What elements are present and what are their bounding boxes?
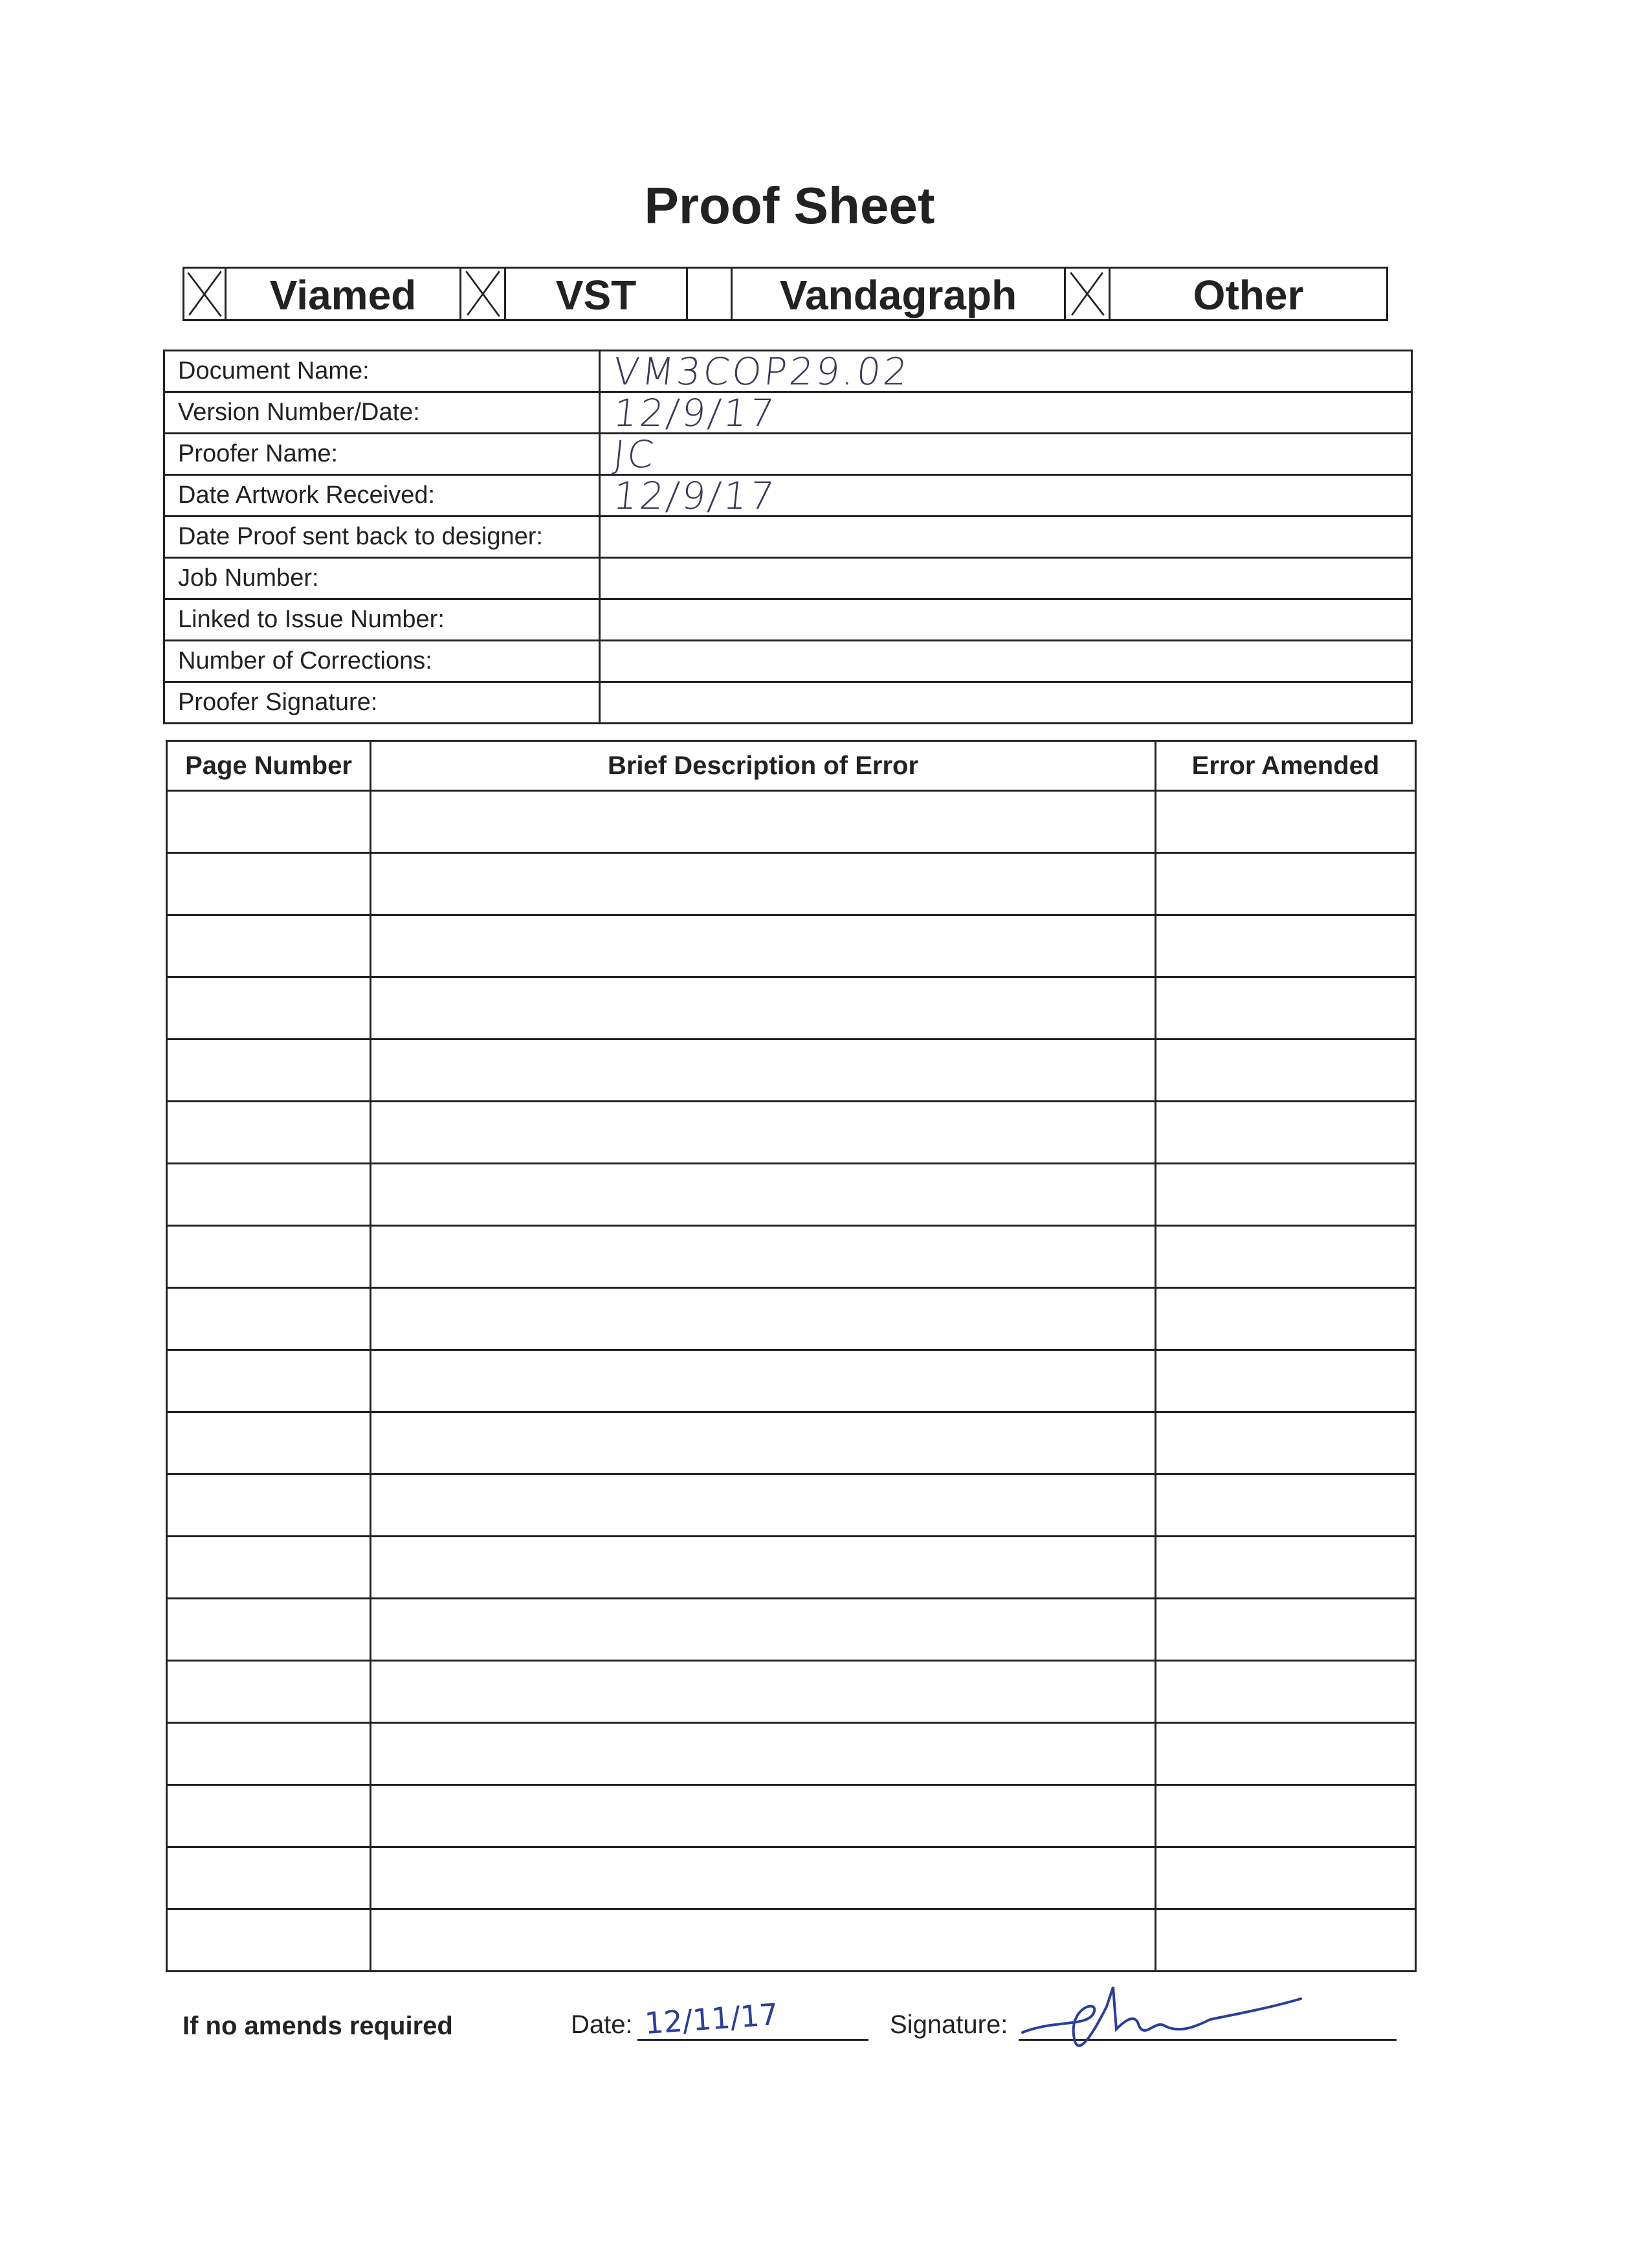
info-row	[164, 392, 1412, 434]
error-table-body	[167, 791, 1416, 1972]
handwritten-value: 12/9/17	[611, 390, 779, 435]
checkbox-vandagraph[interactable]	[686, 267, 733, 321]
error-row	[167, 791, 1416, 853]
company-label-vandagraph: Vandagraph	[779, 272, 1017, 318]
info-row	[164, 599, 1412, 641]
error-amended-cell[interactable]	[1156, 977, 1416, 1040]
info-label: Date Artwork Received:	[164, 475, 600, 517]
error-row	[167, 1412, 1416, 1474]
error-amended-header: Error Amended	[1156, 741, 1416, 791]
error-description-cell[interactable]	[371, 1599, 1156, 1661]
info-row	[164, 475, 1412, 517]
issue-number-field[interactable]	[600, 599, 1412, 641]
page-number-cell[interactable]	[167, 915, 371, 977]
check-x-icon	[461, 269, 504, 319]
page-number-cell[interactable]	[167, 1847, 371, 1909]
error-description-cell[interactable]	[371, 1412, 1156, 1474]
info-row	[164, 558, 1412, 599]
page-number-cell[interactable]	[167, 1350, 371, 1412]
error-description-cell[interactable]	[371, 915, 1156, 977]
error-amended-cell[interactable]	[1156, 1474, 1416, 1537]
proofer-name-field[interactable]	[600, 434, 1412, 475]
error-row	[167, 853, 1416, 915]
error-amended-cell[interactable]	[1156, 1288, 1416, 1350]
error-row	[167, 1537, 1416, 1599]
info-label: Job Number:	[164, 558, 600, 599]
check-x-icon	[1066, 269, 1109, 319]
job-number-field[interactable]	[600, 558, 1412, 599]
error-description-cell[interactable]	[371, 1661, 1156, 1723]
error-row	[167, 977, 1416, 1040]
error-description-cell[interactable]	[371, 791, 1156, 853]
error-description-cell[interactable]	[371, 853, 1156, 915]
error-description-cell[interactable]	[371, 977, 1156, 1040]
proof-sent-back-field[interactable]	[600, 517, 1412, 558]
error-row	[167, 1288, 1416, 1350]
error-amended-cell[interactable]	[1156, 1537, 1416, 1599]
error-description-cell[interactable]	[371, 1785, 1156, 1847]
signature-scribble	[1016, 1968, 1314, 2052]
page-number-cell[interactable]	[167, 1661, 371, 1723]
error-row	[167, 915, 1416, 977]
handwritten-value: VM3COP29.02	[611, 349, 912, 394]
page-number-cell[interactable]	[167, 1909, 371, 1972]
error-description-cell[interactable]	[371, 1164, 1156, 1226]
error-amended-cell[interactable]	[1156, 1040, 1416, 1102]
info-label: Number of Corrections:	[164, 641, 600, 682]
info-label: Version Number/Date:	[164, 392, 600, 434]
error-amended-cell[interactable]	[1156, 1723, 1416, 1785]
checkbox-viamed[interactable]	[182, 267, 227, 321]
error-row	[167, 1909, 1416, 1972]
error-amended-cell[interactable]	[1156, 1412, 1416, 1474]
error-amended-cell[interactable]	[1156, 1909, 1416, 1972]
artwork-received-field[interactable]	[600, 475, 1412, 517]
error-description-cell[interactable]	[371, 1537, 1156, 1599]
info-row	[164, 641, 1412, 682]
handwritten-value: JC	[611, 432, 659, 476]
error-amended-cell[interactable]	[1156, 1599, 1416, 1661]
company-label-vst: VST	[555, 272, 637, 318]
signature-label: Signature:	[890, 2010, 1008, 2039]
error-table	[166, 740, 1417, 1972]
page-number-cell[interactable]	[167, 1040, 371, 1102]
page-number-cell[interactable]	[167, 1723, 371, 1785]
info-row	[164, 682, 1412, 724]
error-row	[167, 1226, 1416, 1288]
error-description-cell[interactable]	[371, 1847, 1156, 1909]
info-label: Proofer Name:	[164, 434, 600, 475]
error-row	[167, 1723, 1416, 1785]
page-number-header: Page Number	[167, 741, 371, 791]
error-description-cell[interactable]	[371, 1350, 1156, 1412]
error-description-cell[interactable]	[371, 1723, 1156, 1785]
page-number-cell[interactable]	[167, 1537, 371, 1599]
page-number-cell[interactable]	[167, 1785, 371, 1847]
error-description-cell[interactable]	[371, 1909, 1156, 1972]
error-description-cell[interactable]	[371, 1288, 1156, 1350]
page-number-cell[interactable]	[167, 1288, 371, 1350]
page-number-cell[interactable]	[167, 1474, 371, 1537]
info-label: Document Name:	[164, 351, 600, 392]
info-row	[164, 434, 1412, 475]
error-amended-cell[interactable]	[1156, 791, 1416, 853]
error-row	[167, 1847, 1416, 1909]
corrections-count-field[interactable]	[600, 641, 1412, 682]
page-number-cell[interactable]	[167, 853, 371, 915]
page-number-cell[interactable]	[167, 1164, 371, 1226]
info-label: Linked to Issue Number:	[164, 599, 600, 641]
proofer-signature-field[interactable]	[600, 682, 1412, 724]
error-amended-cell[interactable]	[1156, 1847, 1416, 1909]
error-amended-cell[interactable]	[1156, 1226, 1416, 1288]
document-name-field[interactable]	[600, 351, 1412, 392]
page-number-cell[interactable]	[167, 1226, 371, 1288]
info-label: Date Proof sent back to designer:	[164, 517, 600, 558]
error-description-header: Brief Description of Error	[371, 741, 1156, 791]
error-row	[167, 1102, 1416, 1164]
date-value: 12/11/17	[643, 1996, 780, 2041]
error-description-cell[interactable]	[371, 1102, 1156, 1164]
error-row	[167, 1040, 1416, 1102]
version-number-field[interactable]	[600, 392, 1412, 434]
error-amended-cell[interactable]	[1156, 1350, 1416, 1412]
error-amended-cell[interactable]	[1156, 915, 1416, 977]
error-amended-cell[interactable]	[1156, 1661, 1416, 1723]
page-title: Proof Sheet	[644, 177, 935, 234]
info-row	[164, 351, 1412, 392]
checkbox-other[interactable]	[1064, 267, 1111, 321]
no-amends-label: If no amends required	[182, 2012, 453, 2040]
page-number-cell[interactable]	[167, 791, 371, 853]
check-x-icon	[184, 269, 225, 319]
error-table-header	[167, 741, 1416, 791]
page-number-cell[interactable]	[167, 977, 371, 1040]
error-amended-cell[interactable]	[1156, 1102, 1416, 1164]
error-row	[167, 1474, 1416, 1537]
error-row	[167, 1599, 1416, 1661]
error-row	[167, 1164, 1416, 1226]
date-label: Date:	[571, 2010, 633, 2039]
company-label-viamed: Viamed	[269, 272, 417, 318]
error-row	[167, 1350, 1416, 1412]
document-info-table	[163, 350, 1413, 724]
error-row	[167, 1661, 1416, 1723]
error-row	[167, 1785, 1416, 1847]
page-number-cell[interactable]	[167, 1102, 371, 1164]
page-number-cell[interactable]	[167, 1412, 371, 1474]
error-description-cell[interactable]	[371, 1226, 1156, 1288]
error-description-cell[interactable]	[371, 1040, 1156, 1102]
error-amended-cell[interactable]	[1156, 1164, 1416, 1226]
date-field[interactable]	[637, 2039, 868, 2041]
company-label-other: Other	[1111, 267, 1388, 321]
handwritten-value: 12/9/17	[611, 473, 779, 518]
info-label: Proofer Signature:	[164, 682, 600, 724]
info-row	[164, 517, 1412, 558]
error-description-cell[interactable]	[371, 1474, 1156, 1537]
page-number-cell[interactable]	[167, 1599, 371, 1661]
error-amended-cell[interactable]	[1156, 1785, 1416, 1847]
checkbox-vst[interactable]	[459, 267, 506, 321]
error-amended-cell[interactable]	[1156, 853, 1416, 915]
